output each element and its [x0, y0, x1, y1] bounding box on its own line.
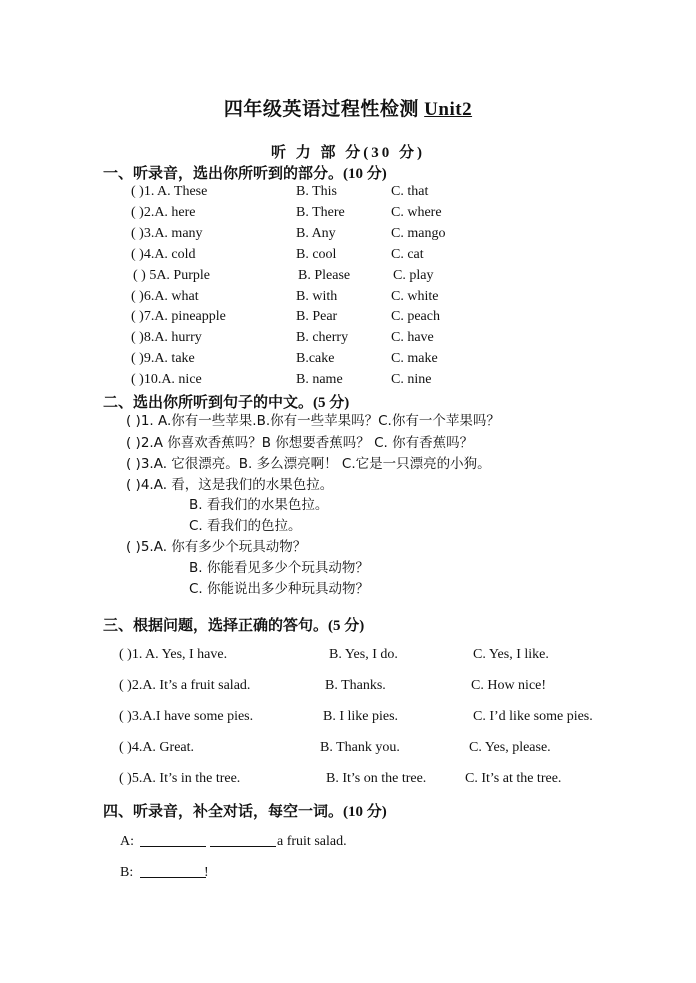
option-a: ( )1. A. Yes, I have. — [119, 647, 228, 662]
option-c: C. white — [391, 289, 439, 304]
option-a: ( )8.A. hurry — [131, 330, 202, 345]
option-a: ( )9.A. take — [131, 351, 195, 366]
list-item: ( )5.A. 你有多少个玩具动物？ — [126, 539, 307, 555]
list-item: ( )3.A. 它很漂亮。B. 多么漂亮啊！ C.它是一只漂亮的小狗。 — [126, 456, 491, 472]
option-c: C. nine — [391, 372, 432, 387]
option-a: ( )3.A.I have some pies. — [119, 709, 254, 724]
option-c: C. I’d like some pies. — [473, 709, 593, 724]
option-c: C. cat — [391, 247, 424, 262]
option-b: B. It’s on the tree. — [326, 771, 427, 786]
section-3-heading: 三、根据问题，选择正确的答句。(5 分) — [103, 618, 365, 634]
option-c: C. where — [391, 205, 442, 220]
option-a: ( )1. A. These — [131, 184, 208, 199]
list-item: B. 你能看见多少个玩具动物？ — [189, 560, 369, 576]
option-c: C. It’s at the tree. — [465, 771, 562, 786]
list-item: C. 你能说出多少种玩具动物？ — [189, 581, 370, 597]
option-c: C. mango — [391, 226, 446, 241]
dialogue-text: ! — [204, 865, 209, 880]
option-a: ( )2.A. It’s a fruit salad. — [119, 678, 251, 693]
option-c: C. that — [391, 184, 429, 199]
option-b: B. Any — [296, 226, 336, 241]
option-c: C. Yes, I like. — [473, 647, 549, 662]
list-item: ( )1. A.你有一些苹果.B.你有一些苹果吗？C.你有一个苹果吗？ — [126, 413, 500, 429]
list-item: B. 看我们的水果色拉。 — [189, 497, 329, 513]
option-b: B. with — [296, 289, 338, 304]
option-a: ( ) 5A. Purple — [133, 268, 210, 283]
option-a: ( )10.A. nice — [131, 372, 202, 387]
option-b: B. Please — [298, 268, 351, 283]
option-c: C. Yes, please. — [469, 740, 551, 755]
title-unit: Unit2 — [424, 99, 473, 120]
option-a: ( )2.A. here — [131, 205, 196, 220]
list-item: ( )4.A. 看，这是我们的水果色拉。 — [126, 477, 334, 493]
option-a: ( )6.A. what — [131, 289, 199, 304]
option-c: C. have — [391, 330, 434, 345]
part-subtitle: 听 力 部 分(30 分) — [271, 145, 425, 161]
option-a: ( )3.A. many — [131, 226, 203, 241]
option-b: B. Thanks. — [325, 678, 386, 693]
option-c: C. make — [391, 351, 438, 366]
option-a: ( )5.A. It’s in the tree. — [119, 771, 241, 786]
section-1-heading: 一、听录音，选出你所听到的部分。(10 分) — [103, 166, 387, 182]
option-a: ( )4.A. cold — [131, 247, 196, 262]
option-b: B. I like pies. — [323, 709, 399, 724]
section-2-heading: 二、选出你所听到句子的中文。(5 分) — [103, 395, 350, 411]
option-b: B. name — [296, 372, 343, 387]
option-b: B. Thank you. — [320, 740, 400, 755]
list-item: C. 看我们的色拉。 — [189, 518, 302, 534]
dialogue-text: a fruit salad. — [277, 834, 347, 849]
option-b: B. cherry — [296, 330, 349, 345]
option-b: B. cool — [296, 247, 337, 262]
answer-blank[interactable] — [140, 832, 206, 854]
option-b: B.cake — [296, 351, 335, 366]
title-main: 四年级英语过程性检测 — [223, 99, 419, 120]
option-b: B. This — [296, 184, 337, 199]
answer-blank[interactable] — [210, 832, 276, 854]
option-c: C. peach — [391, 309, 440, 324]
answer-blank[interactable] — [140, 863, 206, 885]
option-a: ( )7.A. pineapple — [131, 309, 226, 324]
option-b: B. There — [296, 205, 345, 220]
speaker-label: A: — [120, 834, 134, 849]
page-title — [0, 94, 696, 121]
option-c: C. play — [393, 268, 434, 283]
option-b: B. Pear — [296, 309, 338, 324]
option-c: C. How nice! — [471, 678, 547, 693]
list-item: ( )2.A 你喜欢香蕉吗？B 你想要香蕉吗？ C. 你有香蕉吗？ — [126, 435, 474, 451]
option-a: ( )4.A. Great. — [119, 740, 195, 755]
option-b: B. Yes, I do. — [329, 647, 398, 662]
speaker-label: B: — [120, 865, 134, 880]
section-4-heading: 四、听录音，补全对话，每空一词。(10 分) — [103, 804, 387, 820]
